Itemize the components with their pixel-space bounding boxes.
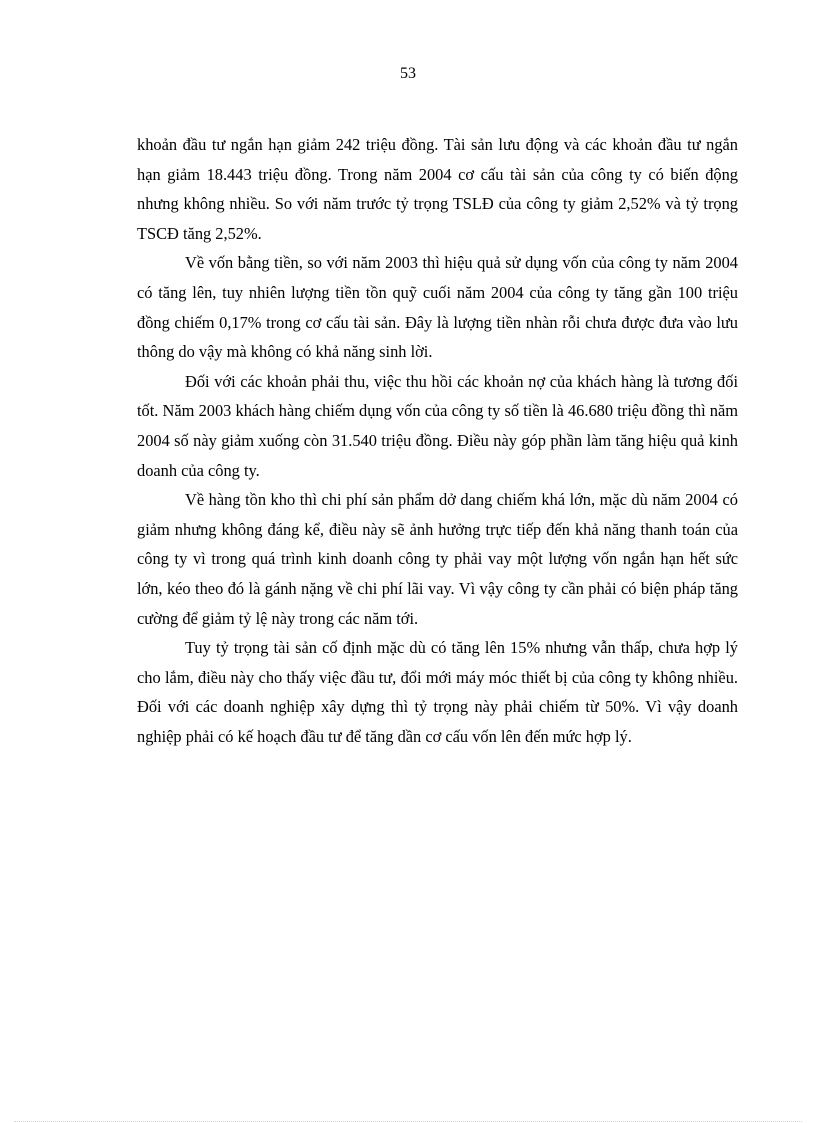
paragraph-inventory: Về hàng tồn kho thì chi phí sản phẩm dở dang chiếm khá lớn, mặc dù năm 2004 có giảm nhưng không đáng kể, điều này sẽ ảnh hưởng trực tiếp đến khả năng thanh toán của công ty vì trong quá trình kinh doanh công ty phải vay một lượng vốn ngắn hạn hết sức lớn, kéo theo đó là gánh nặng về chi phí lãi vay. Vì vậy công ty cần phải có biện pháp tăng cường để giảm tỷ lệ này trong các năm tới. — [137, 490, 738, 628]
paragraph-receivables: Đối với các khoản phải thu, việc thu hồi các khoản nợ của khách hàng là tương đối tốt. Năm 2003 khách hàng chiếm dụng vốn của công ty số tiền là 46.680 triệu đồng thì năm 2004 số này giảm xuống còn 31.540 triệu đồng. Điều này góp phần làm tăng hiệu quả kinh doanh của công ty. — [137, 371, 738, 480]
page-bottom-divider — [14, 1121, 802, 1122]
body-text — [137, 130, 738, 751]
paragraph-continued: khoản đầu tư ngắn hạn giảm 242 triệu đồng. Tài sản lưu động và các khoản đầu tư ngắn hạn giảm 18.443 triệu đồng. Trong năm 2004 cơ cấu tài sản của công ty có biến động nhưng không nhiều. So với năm trước tỷ trọng TSLĐ của công ty giảm 2,52% và tỷ trọng TSCĐ tăng 2,52%. — [137, 135, 738, 243]
paragraph-cash: Về vốn bằng tiền, so với năm 2003 thì hiệu quả sử dụng vốn của công ty năm 2004 có tăng lên, tuy nhiên lượng tiền tồn quỹ cuối năm 2004 của công ty tăng gần 100 triệu đồng chiếm 0,17% trong cơ cấu tài sản. Đây là lượng tiền nhàn rỗi chưa được đưa vào lưu thông do vậy mà không có khả năng sinh lời. — [137, 253, 738, 362]
paragraph-fixed-assets: Tuy tỷ trọng tài sản cố định mặc dù có tăng lên 15% nhưng vẫn thấp, chưa hợp lý cho lắm, điều này cho thấy việc đầu tư, đổi mới máy móc thiết bị của công ty không nhiều. Đối với các doanh nghiệp xây dựng thì tỷ trọng này phải chiếm từ 50%. Vì vậy doanh nghiệp phải có kế hoạch đầu tư để tăng dần cơ cấu vốn lên đến mức hợp lý. — [137, 638, 738, 746]
page-number: 53 — [400, 65, 416, 82]
